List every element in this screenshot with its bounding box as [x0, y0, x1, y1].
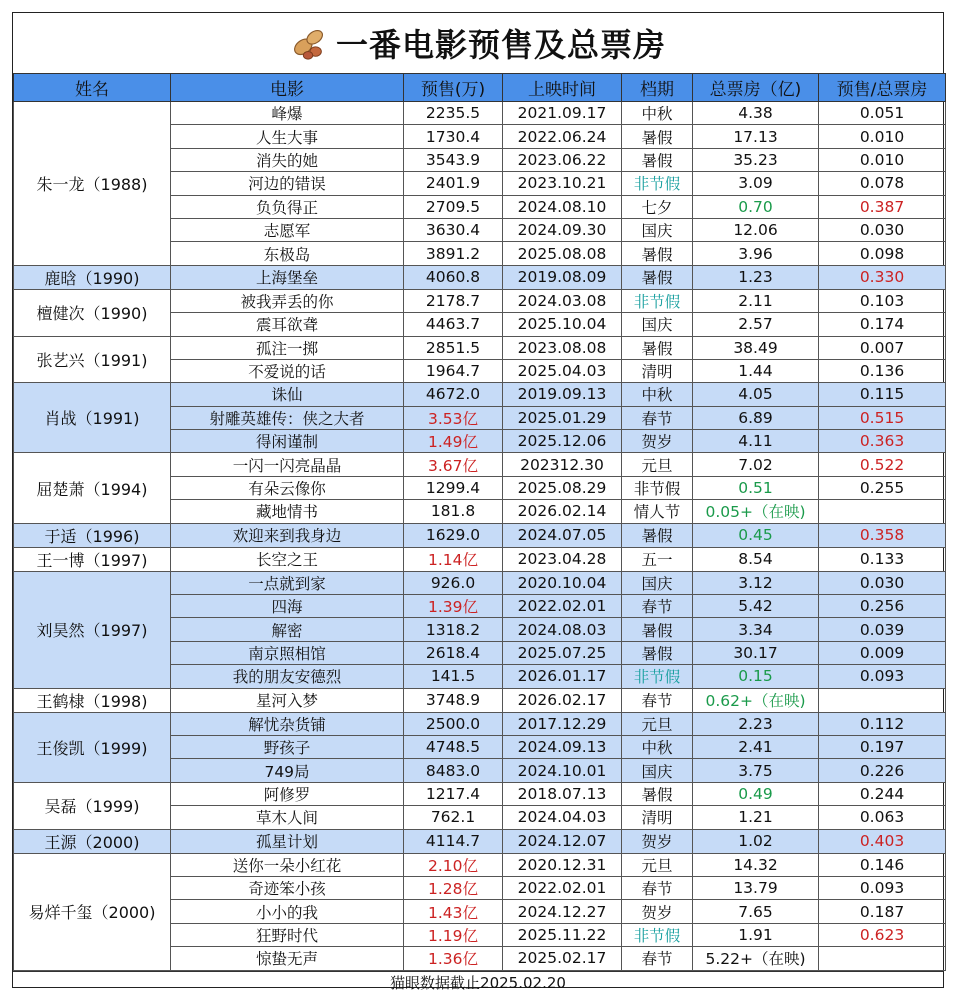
film-cell: 孤星计划: [171, 829, 404, 853]
film-cell: 狂野时代: [171, 923, 404, 946]
ratio-cell: 0.136: [819, 359, 946, 382]
film-cell: 欢迎来到我身边: [171, 523, 404, 547]
ratio-cell: 0.093: [819, 665, 946, 688]
release-date-cell: 2024.08.10: [503, 195, 622, 218]
table-row: [14, 547, 946, 571]
film-cell: 南京照相馆: [171, 641, 404, 664]
header-ratio: 预售/总票房: [819, 74, 946, 102]
release-date-cell: 2022.02.01: [503, 876, 622, 899]
ratio-cell: 0.009: [819, 641, 946, 664]
film-cell: 小小的我: [171, 900, 404, 923]
film-cell: 一点就到家: [171, 571, 404, 594]
release-date-cell: 2024.07.05: [503, 523, 622, 547]
presale-cell: 3891.2: [404, 242, 503, 265]
season-cell: 暑假: [622, 336, 693, 359]
presale-cell: 1.49亿: [404, 430, 503, 453]
season-cell: 暑假: [622, 148, 693, 171]
presale-cell: 4672.0: [404, 383, 503, 406]
release-date-cell: 2024.09.13: [503, 735, 622, 758]
film-cell: 阿修罗: [171, 782, 404, 805]
release-date-cell: 2019.08.09: [503, 265, 622, 289]
release-date-cell: 2024.12.27: [503, 900, 622, 923]
release-date-cell: 2025.11.22: [503, 923, 622, 946]
table-header-row: [14, 74, 946, 102]
season-cell: 国庆: [622, 759, 693, 782]
presale-cell: 1.39亿: [404, 595, 503, 618]
actor-name-cell: 易烊千玺（2000): [14, 853, 171, 970]
presale-cell: 3543.9: [404, 148, 503, 171]
season-cell: 春节: [622, 406, 693, 429]
release-date-cell: 2024.04.03: [503, 806, 622, 829]
release-date-cell: 2022.06.24: [503, 125, 622, 148]
season-cell: 元旦: [622, 853, 693, 876]
presale-cell: 4060.8: [404, 265, 503, 289]
season-cell: 春节: [622, 947, 693, 970]
ratio-cell: 0.103: [819, 289, 946, 312]
total-box-cell: 7.65: [693, 900, 819, 923]
table-row: [14, 289, 946, 312]
release-date-cell: 2026.01.17: [503, 665, 622, 688]
season-cell: 暑假: [622, 618, 693, 641]
presale-cell: 1318.2: [404, 618, 503, 641]
presale-cell: 2851.5: [404, 336, 503, 359]
release-date-cell: 2019.09.13: [503, 383, 622, 406]
ratio-cell: 0.387: [819, 195, 946, 218]
presale-cell: 181.8: [404, 500, 503, 523]
film-cell: 送你一朵小红花: [171, 853, 404, 876]
total-box-cell: 38.49: [693, 336, 819, 359]
ratio-cell: 0.187: [819, 900, 946, 923]
film-cell: 人生大事: [171, 125, 404, 148]
ratio-cell: 0.133: [819, 547, 946, 571]
presale-cell: 1.19亿: [404, 923, 503, 946]
season-cell: 非节假: [622, 289, 693, 312]
presale-cell: 1.28亿: [404, 876, 503, 899]
total-box-cell: 4.11: [693, 430, 819, 453]
release-date-cell: 2025.12.06: [503, 430, 622, 453]
film-cell: 解忧杂货铺: [171, 712, 404, 735]
total-box-cell: 0.45: [693, 523, 819, 547]
total-box-cell: 2.23: [693, 712, 819, 735]
total-box-cell: 30.17: [693, 641, 819, 664]
table-row: [14, 782, 946, 805]
ratio-cell: 0.112: [819, 712, 946, 735]
total-box-cell: 4.38: [693, 102, 819, 125]
total-box-cell: 3.34: [693, 618, 819, 641]
total-box-cell: 7.02: [693, 453, 819, 476]
total-box-cell: 2.57: [693, 313, 819, 336]
film-cell: 峰爆: [171, 102, 404, 125]
presale-cell: 1217.4: [404, 782, 503, 805]
table-row: [14, 688, 946, 712]
presale-cell: 2709.5: [404, 195, 503, 218]
header-total-box: 总票房（亿): [693, 74, 819, 102]
release-date-cell: 2020.10.04: [503, 571, 622, 594]
footer-note: 猫眼数据截止2025.02.20: [13, 971, 943, 994]
document-frame: [12, 12, 944, 992]
ratio-cell: 0.515: [819, 406, 946, 429]
season-cell: 非节假: [622, 172, 693, 195]
film-cell: 有朵云像你: [171, 476, 404, 499]
presale-cell: 2235.5: [404, 102, 503, 125]
season-cell: 七夕: [622, 195, 693, 218]
ratio-cell: 0.255: [819, 476, 946, 499]
ratio-cell: 0.051: [819, 102, 946, 125]
actor-name-cell: 王鹤棣（1998): [14, 688, 171, 712]
table-row: [14, 829, 946, 853]
film-cell: 志愿军: [171, 218, 404, 241]
season-cell: 中秋: [622, 383, 693, 406]
total-box-cell: 2.11: [693, 289, 819, 312]
ratio-cell: 0.522: [819, 453, 946, 476]
actor-name-cell: 檀健次（1990): [14, 289, 171, 336]
season-cell: 暑假: [622, 242, 693, 265]
film-cell: 749局: [171, 759, 404, 782]
season-cell: 非节假: [622, 923, 693, 946]
actor-name-cell: 肖战（1991): [14, 383, 171, 453]
release-date-cell: 2023.08.08: [503, 336, 622, 359]
table-row: [14, 453, 946, 476]
actor-name-cell: 张艺兴（1991): [14, 336, 171, 383]
actor-name-cell: 吴磊（1999): [14, 782, 171, 829]
ratio-cell: 0.358: [819, 523, 946, 547]
total-box-cell: 3.09: [693, 172, 819, 195]
film-cell: 射雕英雄传：侠之大者: [171, 406, 404, 429]
film-cell: 被我弄丢的你: [171, 289, 404, 312]
total-box-cell: 0.70: [693, 195, 819, 218]
table-row: [14, 383, 946, 406]
ratio-cell: 0.403: [819, 829, 946, 853]
release-date-cell: 2024.09.30: [503, 218, 622, 241]
film-cell: 诛仙: [171, 383, 404, 406]
header-name: 姓名: [14, 74, 171, 102]
actor-name-cell: 屈楚萧（1994): [14, 453, 171, 523]
season-cell: 贺岁: [622, 430, 693, 453]
actor-name-cell: 于适（1996): [14, 523, 171, 547]
season-cell: 暑假: [622, 523, 693, 547]
release-date-cell: 202312.30: [503, 453, 622, 476]
film-cell: 不爱说的话: [171, 359, 404, 382]
season-cell: 国庆: [622, 313, 693, 336]
film-cell: 得闲谨制: [171, 430, 404, 453]
ratio-cell: 0.030: [819, 571, 946, 594]
presale-cell: 2500.0: [404, 712, 503, 735]
ratio-cell: 0.197: [819, 735, 946, 758]
ratio-cell: 0.010: [819, 125, 946, 148]
total-box-cell: 0.15: [693, 665, 819, 688]
header-season: 档期: [622, 74, 693, 102]
presale-cell: 2618.4: [404, 641, 503, 664]
release-date-cell: 2025.02.17: [503, 947, 622, 970]
film-cell: 震耳欲聋: [171, 313, 404, 336]
presale-cell: 3748.9: [404, 688, 503, 712]
actor-name-cell: 鹿晗（1990): [14, 265, 171, 289]
film-cell: 草木人间: [171, 806, 404, 829]
ratio-cell: 0.030: [819, 218, 946, 241]
presale-cell: 1964.7: [404, 359, 503, 382]
total-box-cell: 1.44: [693, 359, 819, 382]
ratio-cell: [819, 500, 946, 523]
release-date-cell: 2023.10.21: [503, 172, 622, 195]
release-date-cell: 2025.07.25: [503, 641, 622, 664]
header-film: 电影: [171, 74, 404, 102]
season-cell: 非节假: [622, 665, 693, 688]
film-cell: 长空之王: [171, 547, 404, 571]
total-box-cell: 3.75: [693, 759, 819, 782]
ratio-cell: 0.623: [819, 923, 946, 946]
release-date-cell: 2025.01.29: [503, 406, 622, 429]
ratio-cell: 0.007: [819, 336, 946, 359]
peanut-icon: [290, 24, 328, 62]
presale-cell: 1629.0: [404, 523, 503, 547]
total-box-cell: 17.13: [693, 125, 819, 148]
release-date-cell: 2021.09.17: [503, 102, 622, 125]
release-date-cell: 2024.08.03: [503, 618, 622, 641]
presale-cell: 3.53亿: [404, 406, 503, 429]
release-date-cell: 2024.10.01: [503, 759, 622, 782]
actor-name-cell: 王俊凯（1999): [14, 712, 171, 782]
presale-cell: 3630.4: [404, 218, 503, 241]
film-cell: 孤注一掷: [171, 336, 404, 359]
ratio-cell: 0.093: [819, 876, 946, 899]
table-row: [14, 571, 946, 594]
ratio-cell: 0.078: [819, 172, 946, 195]
season-cell: 春节: [622, 688, 693, 712]
header-release-date: 上映时间: [503, 74, 622, 102]
season-cell: 元旦: [622, 453, 693, 476]
presale-cell: 141.5: [404, 665, 503, 688]
season-cell: 暑假: [622, 641, 693, 664]
release-date-cell: 2026.02.17: [503, 688, 622, 712]
actor-name-cell: 王一博（1997): [14, 547, 171, 571]
total-box-cell: 4.05: [693, 383, 819, 406]
release-date-cell: 2025.10.04: [503, 313, 622, 336]
presale-cell: 1730.4: [404, 125, 503, 148]
ratio-cell: [819, 947, 946, 970]
season-cell: 非节假: [622, 476, 693, 499]
total-box-cell: 2.41: [693, 735, 819, 758]
film-cell: 一闪一闪亮晶晶: [171, 453, 404, 476]
header-presale: 预售(万): [404, 74, 503, 102]
film-cell: 河边的错误: [171, 172, 404, 195]
presale-cell: 762.1: [404, 806, 503, 829]
season-cell: 元旦: [622, 712, 693, 735]
total-box-cell: 0.51: [693, 476, 819, 499]
total-box-cell: 1.02: [693, 829, 819, 853]
season-cell: 贺岁: [622, 829, 693, 853]
season-cell: 国庆: [622, 571, 693, 594]
ratio-cell: 0.174: [819, 313, 946, 336]
season-cell: 春节: [622, 876, 693, 899]
table-row: [14, 336, 946, 359]
presale-cell: 2178.7: [404, 289, 503, 312]
film-cell: 东极岛: [171, 242, 404, 265]
film-cell: 负负得正: [171, 195, 404, 218]
film-cell: 奇迹笨小孩: [171, 876, 404, 899]
table-row: [14, 523, 946, 547]
release-date-cell: 2024.12.07: [503, 829, 622, 853]
film-cell: 野孩子: [171, 735, 404, 758]
season-cell: 中秋: [622, 102, 693, 125]
total-box-cell: 0.62+（在映): [693, 688, 819, 712]
season-cell: 春节: [622, 595, 693, 618]
ratio-cell: [819, 688, 946, 712]
table-row: [14, 712, 946, 735]
season-cell: 中秋: [622, 735, 693, 758]
total-box-cell: 5.42: [693, 595, 819, 618]
ratio-cell: 0.244: [819, 782, 946, 805]
table-row: [14, 853, 946, 876]
title-text: 一番电影预售及总票房: [335, 26, 666, 64]
release-date-cell: 2023.04.28: [503, 547, 622, 571]
film-cell: 解密: [171, 618, 404, 641]
release-date-cell: 2023.06.22: [503, 148, 622, 171]
film-cell: 惊蛰无声: [171, 947, 404, 970]
page-title: [13, 13, 943, 73]
ratio-cell: 0.256: [819, 595, 946, 618]
actor-name-cell: 刘昊然（1997): [14, 571, 171, 688]
release-date-cell: 2018.07.13: [503, 782, 622, 805]
ratio-cell: 0.330: [819, 265, 946, 289]
season-cell: 暑假: [622, 125, 693, 148]
total-box-cell: 0.05+（在映): [693, 500, 819, 523]
season-cell: 清明: [622, 806, 693, 829]
ratio-cell: 0.039: [819, 618, 946, 641]
total-box-cell: 8.54: [693, 547, 819, 571]
release-date-cell: 2025.04.03: [503, 359, 622, 382]
ratio-cell: 0.115: [819, 383, 946, 406]
presale-cell: 3.67亿: [404, 453, 503, 476]
total-box-cell: 12.06: [693, 218, 819, 241]
box-office-table: [13, 73, 946, 971]
total-box-cell: 35.23: [693, 148, 819, 171]
ratio-cell: 0.010: [819, 148, 946, 171]
season-cell: 暑假: [622, 782, 693, 805]
table-row: [14, 265, 946, 289]
actor-name-cell: 王源（2000): [14, 829, 171, 853]
ratio-cell: 0.146: [819, 853, 946, 876]
season-cell: 国庆: [622, 218, 693, 241]
film-cell: 消失的她: [171, 148, 404, 171]
season-cell: 贺岁: [622, 900, 693, 923]
total-box-cell: 1.21: [693, 806, 819, 829]
table-body: [14, 102, 946, 971]
presale-cell: 1.36亿: [404, 947, 503, 970]
season-cell: 暑假: [622, 265, 693, 289]
release-date-cell: 2022.02.01: [503, 595, 622, 618]
presale-cell: 2.10亿: [404, 853, 503, 876]
presale-cell: 1.43亿: [404, 900, 503, 923]
presale-cell: 4463.7: [404, 313, 503, 336]
release-date-cell: 2026.02.14: [503, 500, 622, 523]
release-date-cell: 2025.08.08: [503, 242, 622, 265]
total-box-cell: 5.22+（在映): [693, 947, 819, 970]
presale-cell: 4748.5: [404, 735, 503, 758]
total-box-cell: 1.91: [693, 923, 819, 946]
release-date-cell: 2020.12.31: [503, 853, 622, 876]
presale-cell: 1299.4: [404, 476, 503, 499]
season-cell: 情人节: [622, 500, 693, 523]
total-box-cell: 3.12: [693, 571, 819, 594]
film-cell: 藏地情书: [171, 500, 404, 523]
release-date-cell: 2017.12.29: [503, 712, 622, 735]
film-cell: 上海堡垒: [171, 265, 404, 289]
total-box-cell: 14.32: [693, 853, 819, 876]
release-date-cell: 2025.08.29: [503, 476, 622, 499]
total-box-cell: 13.79: [693, 876, 819, 899]
presale-cell: 8483.0: [404, 759, 503, 782]
presale-cell: 2401.9: [404, 172, 503, 195]
total-box-cell: 6.89: [693, 406, 819, 429]
total-box-cell: 0.49: [693, 782, 819, 805]
film-cell: 我的朋友安德烈: [171, 665, 404, 688]
presale-cell: 926.0: [404, 571, 503, 594]
total-box-cell: 1.23: [693, 265, 819, 289]
table-row: [14, 102, 946, 125]
presale-cell: 4114.7: [404, 829, 503, 853]
ratio-cell: 0.363: [819, 430, 946, 453]
ratio-cell: 0.063: [819, 806, 946, 829]
release-date-cell: 2024.03.08: [503, 289, 622, 312]
film-cell: 四海: [171, 595, 404, 618]
film-cell: 星河入梦: [171, 688, 404, 712]
ratio-cell: 0.226: [819, 759, 946, 782]
presale-cell: 1.14亿: [404, 547, 503, 571]
total-box-cell: 3.96: [693, 242, 819, 265]
ratio-cell: 0.098: [819, 242, 946, 265]
season-cell: 五一: [622, 547, 693, 571]
actor-name-cell: 朱一龙（1988): [14, 102, 171, 266]
season-cell: 清明: [622, 359, 693, 382]
